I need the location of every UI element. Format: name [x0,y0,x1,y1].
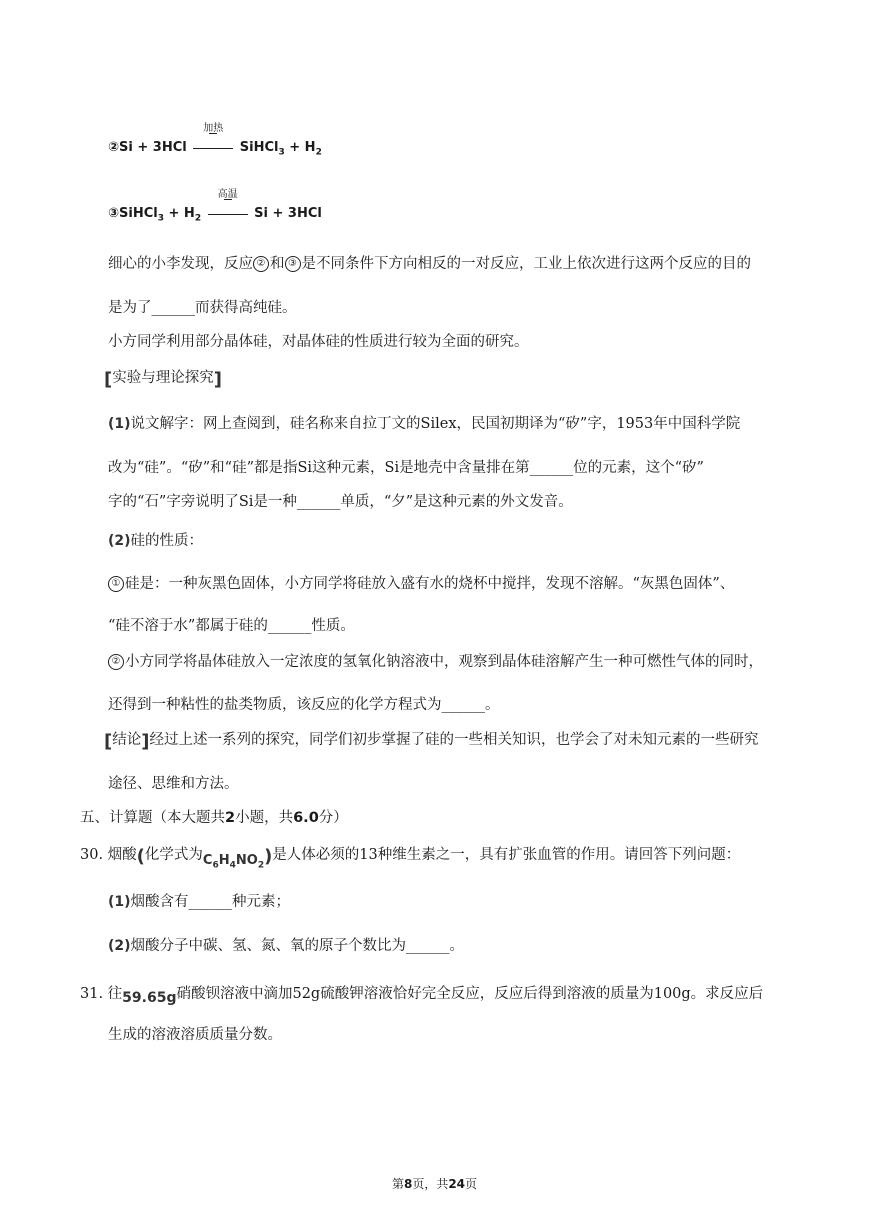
equation-2 [108,122,322,158]
paragraph-line: 还得到一种粘性的盐类物质，该反应的化学方程式为______。 [108,697,500,713]
circled-number: ① [108,576,124,592]
page-footer: 第8页，共24页 [391,1177,478,1191]
item-number: (1) [108,894,131,910]
question-30: 30. 烟酸(化学式为$C_6H_4NO_2$)是人体必须的13种维生素之一，具有扩张血管的作用。请回答下列问题： [80,846,741,871]
section-heading: [实验与理论探究] [104,369,222,390]
sub-question: (2)烟酸分子中碳、氢、氮、氧的原子个数比为______。 [108,938,465,954]
reactants: SiHCl$_3$ + $H_2$ [119,206,202,224]
circled-number: ③ [285,256,301,272]
circled-marker: ③ [108,206,120,221]
section-title: 五、计算题（本大题共2小题，共6.0分） [80,810,348,826]
products: SiHCl$_3$ + $H_2$ [239,140,322,158]
reaction-arrow [193,122,233,155]
sub-question: (1)烟酸含有______种元素； [108,894,291,910]
reaction-condition: 高温 [217,188,238,200]
reaction-arrow [208,188,248,221]
paragraph-line: 生成的溶液溶质质量分数。 [108,1027,282,1043]
paragraph-line: [结论]经过上述一系列的探究，同学们初步掌握了硅的一些相关知识，也学会了对未知元素的一些研究 [104,731,759,752]
circled-number: ② [108,654,124,670]
paragraph-line: (2)硅的性质： [108,533,204,549]
paragraph-line: “硅不溶于水”都属于硅的______性质。 [108,618,355,634]
paragraph-line: 细心的小李发现，反应 ② 和 ③ 是不同条件下方向相反的一对反应，工业上依次进行这两个反应的目的 [108,256,751,272]
paragraph-line: 字的“石”字旁说明了Si是一种______单质，“夕”是这种元素的外文发音。 [108,494,573,510]
paragraph-line: ② 小方同学将晶体硅放入一定浓度的氢氧化钠溶液中，观察到晶体硅溶解产生一种可燃性气体的同时， [108,650,763,671]
question-number: 31. [80,986,104,1002]
question-number: 30. [80,847,104,863]
reaction-condition: 加热 [203,122,224,134]
paragraph-line: ① 硅是：一种灰黑色固体，小方同学将硅放入盛有水的烧杯中搅拌，发现不溶解。“灰黑色固体”、 [108,572,734,593]
item-number: (1) [108,416,131,432]
paragraph-line: 途径、思维和方法。 [108,776,239,792]
paragraph-line: 小方同学利用部分晶体硅，对晶体硅的性质进行较为全面的研究。 [108,334,529,350]
paragraph-line: 是为了______而获得高纯硅。 [108,300,297,316]
circled-number: ② [253,256,269,272]
reactants: Si + 3HCl [119,140,187,155]
products: Si + 3HCl [254,206,322,221]
item-number: (2) [108,938,131,954]
question-31: 31. 往59.65g硝酸钡溶液中滴加52g硫酸钾溶液恰好完全反应，反应后得到溶液的质量为100g。求反应后 [80,986,764,1006]
item-number: (2) [108,533,131,549]
equation-3 [108,188,322,224]
paragraph-line: 改为“硅”。“矽”和“硅”都是指Si这种元素，Si是地壳中含量排在第______位的元素，这个“矽” [108,460,704,476]
circled-marker: ② [108,140,120,155]
paragraph-line: (1)说文解字：网上查阅到，硅名称来自拉丁文的Silex，民国初期译为“矽”字，1953年中国科学院 [108,416,741,432]
chemical-formula: $C_6H_4NO_2$ [202,853,265,871]
